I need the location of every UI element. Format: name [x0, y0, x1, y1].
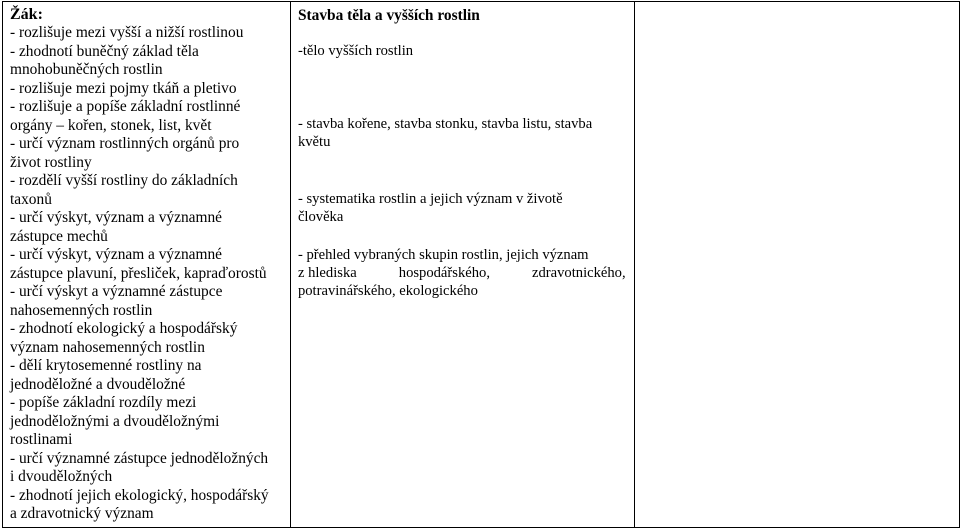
table-row — [3, 2, 960, 528]
justified-word: zdravotnického, — [532, 265, 626, 281]
outcome-line: - určí významné zástupce jednoděložných — [10, 449, 269, 467]
curriculum-item — [298, 190, 626, 226]
outcome-line: - určí výskyt, význam a významné — [10, 246, 222, 263]
curriculum-item-text: člověka — [297, 209, 344, 225]
outcome-line: i dvouděložných — [10, 468, 113, 485]
outcome-line: zástupce plavuní, přesliček, kapraďorostů — [10, 264, 267, 282]
outcome-line: - zhodnotí buněčný základ těla — [10, 42, 199, 60]
outcome-line: - zhodnotí jejich ekologický, hospodářský — [10, 486, 269, 504]
curriculum-item-text: - stavba kořene, stavba stonku, stavba listu, stavba — [297, 116, 593, 132]
outcome-line: nahosemenných rostlin — [10, 301, 153, 319]
student-outcomes-cell — [3, 2, 291, 528]
outcome-line: - rozlišuje mezi vyšší a nižší rostlinou — [10, 24, 244, 41]
outcome-line: - rozdělí vyšší rostliny do základních — [10, 172, 238, 189]
outcome-line: - popíše základní rozdíly mezi — [10, 394, 197, 411]
outcome-line: jednoděložné a dvouděložné — [10, 375, 186, 393]
outcome-line: - určí význam rostlinných orgánů pro — [10, 135, 240, 152]
outcome-line: - určí výskyt, význam a významné — [10, 209, 222, 226]
curriculum-item — [298, 246, 626, 300]
outcome-line: život rostliny — [10, 153, 92, 171]
curriculum-item — [298, 42, 626, 60]
curriculum-item-text: květu — [297, 134, 331, 150]
curriculum-heading: Stavba těla a vyšších rostlin — [297, 7, 480, 24]
curriculum-item-text: - systematika rostlin a jejich význam v životě — [297, 191, 563, 207]
curriculum-item-text-justified — [298, 264, 626, 282]
curriculum-table — [2, 1, 960, 528]
outcome-line: orgány – kořen, stonek, list, květ — [10, 116, 212, 134]
curriculum-item — [298, 115, 626, 151]
outcome-line: význam nahosemenných rostlin — [10, 338, 205, 356]
student-outcomes-list — [10, 24, 288, 524]
outcome-line: - určí výskyt a významné zástupce — [10, 283, 223, 300]
curriculum-item-text: -tělo vyšších rostlin — [297, 43, 414, 59]
outcome-line: jednoděložnými a dvouděložnými — [10, 412, 220, 430]
justified-word: z hlediska — [297, 265, 357, 281]
outcome-line: rostlinami — [10, 431, 73, 448]
curriculum-item-text: - přehled vybraných skupin rostlin, jejich význam — [297, 247, 589, 263]
outcome-line: - rozlišuje a popíše základní rostlinné — [10, 98, 241, 115]
outcome-line: a zdravotnický význam — [10, 505, 154, 522]
outcome-line: taxonů — [10, 190, 52, 208]
outcome-line: mnohobuněčných rostlin — [10, 61, 163, 78]
notes-cell — [634, 2, 959, 528]
outcome-line: - zhodnotí ekologický a hospodářský — [10, 320, 238, 337]
student-heading: Žák: — [10, 6, 43, 23]
outcome-line: zástupce mechů — [10, 227, 108, 245]
curriculum-item-text: potravinářského, ekologického — [297, 283, 478, 299]
curriculum-content-cell — [290, 2, 634, 528]
outcome-line: - rozlišuje mezi pojmy tkáň a pletivo — [10, 79, 237, 97]
outcome-line: - dělí krytosemenné rostliny na — [10, 357, 202, 374]
justified-word: hospodářského, — [398, 265, 490, 281]
